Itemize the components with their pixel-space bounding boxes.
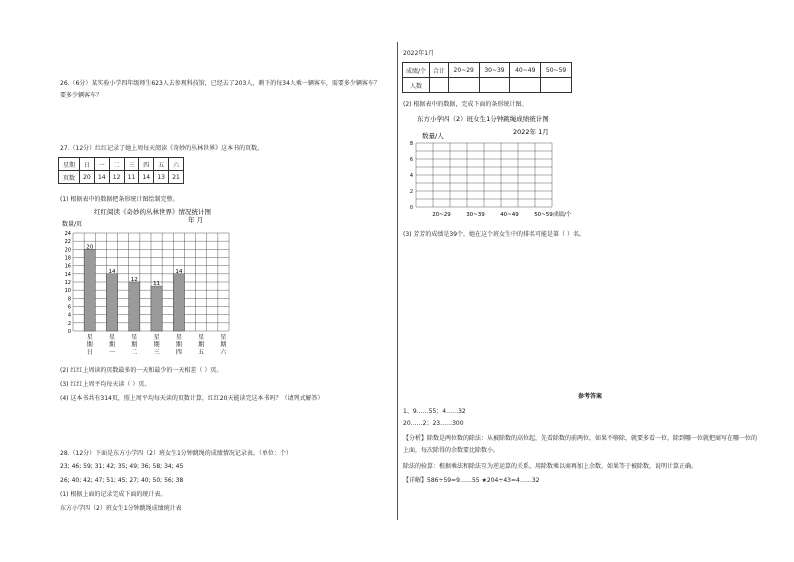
table-cell: 40~49: [510, 63, 541, 78]
chart-date-label: 2022年 1月: [513, 128, 549, 136]
table-cell: 人数: [403, 78, 430, 93]
x-tick-label: 期: [86, 341, 93, 349]
table-cell: 页数: [59, 171, 80, 184]
q27-sub3: (3) 红红上周平均每天读（ ）页。: [60, 381, 151, 388]
table-cell: [541, 78, 572, 93]
x-tick-label: 40~49: [500, 212, 519, 218]
x-tick-label: 30~39: [466, 212, 485, 218]
table-row: [59, 171, 184, 184]
x-tick-label: 期: [175, 341, 182, 349]
table-cell: 12: [109, 171, 124, 184]
y-tick-label: 2: [67, 320, 71, 327]
x-tick-label: 星: [198, 334, 205, 341]
q27-sub2: (2) 红红上周读的页数最多的一天和最少的一天相差（ ）页。: [60, 367, 223, 374]
y-tick-label: 12: [64, 280, 71, 286]
y-tick-label: 8: [409, 141, 413, 147]
bar-value-label: 12: [130, 277, 138, 283]
y-axis-label: 数量/人: [422, 132, 444, 140]
table-cell: 14: [139, 171, 154, 184]
answer-1: 1、9……55；4……32: [403, 408, 466, 415]
bar-value-label: 14: [108, 268, 116, 275]
q27-sub4: (4) 这本书共有314页，照上周平均每天读的页数计算，红红20天能读完这本书吗？（请列式解答）: [60, 395, 324, 402]
table-cell: 三: [124, 158, 139, 171]
table-cell: 一: [94, 158, 109, 171]
y-tick-label: 24: [64, 231, 71, 237]
y-tick-label: 18: [64, 255, 71, 262]
table-date: 2022年1月: [403, 50, 435, 57]
x-tick-label: 星: [131, 334, 138, 341]
y-tick-label: 8: [67, 296, 71, 303]
y-tick-label: 16: [64, 263, 71, 270]
table-cell: 合计: [430, 63, 449, 78]
bar-value-label: 11: [153, 281, 161, 288]
bar: [129, 282, 140, 331]
answers-title: 参考答案: [578, 393, 603, 400]
y-tick-label: 20: [64, 247, 71, 254]
x-tick-label: 期: [198, 341, 205, 349]
bar: [106, 274, 117, 331]
x-tick-label: 20~29: [432, 212, 451, 218]
table-cell: 30~39: [479, 63, 510, 78]
reading-bar-chart: [60, 205, 250, 363]
table-cell: 成绩/个: [403, 63, 430, 78]
bar: [151, 286, 162, 331]
table-cell: 四: [139, 158, 154, 171]
x-tick-label: 五: [198, 349, 205, 356]
answer-analysis-text: 【分析】除数是两位数的除法：从被除数的高位起，先看除数的前两位，如果不够除，就要多看一位，除到哪一位就把商写在哪一位的上面，每次除得的余数要比除数小。: [403, 435, 758, 454]
x-axis-label: 成绩/个: [553, 212, 572, 218]
chart-date-label: 年 月: [188, 216, 204, 224]
table-cell: 五: [154, 158, 169, 171]
x-tick-label: 星: [86, 334, 93, 341]
x-tick-label: 一: [108, 349, 116, 356]
x-tick-label: 星: [175, 334, 182, 341]
table-cell: 六: [169, 158, 184, 171]
table-cell: 50~59: [541, 63, 572, 78]
y-tick-label: 0: [67, 329, 71, 335]
table-cell: 星期: [59, 158, 80, 171]
chart-title: 红红阅读《奇妙的丛林世界》情况统计图: [94, 208, 211, 216]
column-divider: [397, 42, 398, 520]
x-tick-label: 期: [153, 341, 160, 349]
y-axis-label: 数量/页: [62, 221, 83, 228]
reading-table: [58, 157, 184, 184]
y-tick-label: 14: [64, 271, 71, 278]
q28-data-row1: 23; 46; 59; 31; 42; 35; 49; 36; 58; 34; 45: [60, 463, 184, 470]
x-tick-label: 期: [131, 341, 138, 349]
y-tick-label: 4: [67, 312, 71, 319]
x-tick-label: 星: [220, 334, 227, 341]
y-tick-label: 6: [409, 157, 413, 163]
right-sub3: (3) 芳芳的成绩是39个，她在这个班女生中的排名可能是第（ ）名。: [403, 231, 585, 238]
x-tick-label: 日: [86, 349, 93, 356]
bar-value-label: 14: [175, 268, 183, 275]
table-cell: [510, 78, 541, 93]
answer-check: 除法的验算：根据乘法和除法互为逆运算的关系，用除数乘以商再加上余数，如果等于被除数，说明计算正确。: [403, 463, 698, 470]
y-tick-label: 4: [409, 173, 413, 179]
table-row: [59, 158, 184, 171]
y-tick-label: 22: [64, 239, 71, 246]
y-tick-label: 6: [67, 304, 71, 311]
table-row: [403, 78, 572, 93]
x-tick-label: 期: [108, 341, 116, 349]
table-cell: 20: [80, 171, 95, 184]
x-tick-label: 50~59: [534, 212, 553, 218]
q28-intro: 28.（12分）下面是东方小学四（2）班女生1分钟跳绳的成绩情况记录表。（单位：个）: [60, 450, 292, 457]
table-cell: 13: [154, 171, 169, 184]
x-tick-label: 星: [108, 334, 116, 341]
chart-title: 东方小学四（2）班女生1分钟跳绳成绩统计图: [417, 115, 549, 123]
answer-2: 20……2；23……300: [403, 420, 464, 427]
x-tick-label: 六: [220, 349, 227, 356]
q27-sub1: (1) 根据表中的数据把条形统计图绘制完整。: [60, 196, 179, 203]
table-cell: [430, 78, 449, 93]
table-row: [403, 63, 572, 78]
x-tick-label: 四: [175, 349, 182, 356]
bar: [173, 274, 184, 331]
table-cell: 21: [169, 171, 184, 184]
table-cell: 日: [80, 158, 95, 171]
q27-intro: 27.（12分）红红记录了她上周每天阅读《奇妙的丛林世界》这本书的页数。: [60, 145, 264, 152]
table-cell: [479, 78, 510, 93]
score-table: [402, 62, 572, 93]
q28-sub1: (1) 根据上面的记录完成下面的统计表。: [60, 491, 167, 498]
q26-line1: 26.（6分）某实验小学四年级师生623人去参观科技馆，已经去了203人，剩下的每34人乘一辆客车，需要多少辆客车？: [60, 80, 380, 87]
y-tick-label: 0: [409, 205, 413, 211]
x-tick-label: 二: [131, 349, 138, 356]
q28-table-caption: 东方小学四（2）班女生1分钟跳绳成绩统计表: [60, 505, 182, 512]
q26-line2: 要多少辆客车？: [60, 92, 103, 99]
bar: [84, 249, 95, 331]
table-cell: 11: [124, 171, 139, 184]
y-tick-label: 2: [409, 189, 413, 195]
table-cell: 二: [109, 158, 124, 171]
table-cell: 14: [94, 171, 109, 184]
y-tick-label: 10: [64, 288, 71, 295]
x-tick-label: 星: [153, 334, 160, 341]
x-tick-label: 期: [220, 341, 227, 349]
table-cell: [448, 78, 479, 93]
table-cell: 20~29: [448, 63, 479, 78]
score-bar-chart: [403, 112, 603, 224]
right-sub2: (2) 根据表中的数据，完成下面的条形统计图。: [403, 101, 528, 108]
bar-value-label: 20: [86, 244, 94, 251]
answer-analysis-1: [403, 433, 761, 457]
x-tick-label: 三: [153, 349, 160, 356]
answer-detail: 【详解】586÷59=9……55 ★204÷43=4……32: [403, 477, 540, 484]
q28-data-row2: 26; 40; 42; 47; 51; 45; 27; 40; 50; 56; 38: [60, 477, 184, 484]
